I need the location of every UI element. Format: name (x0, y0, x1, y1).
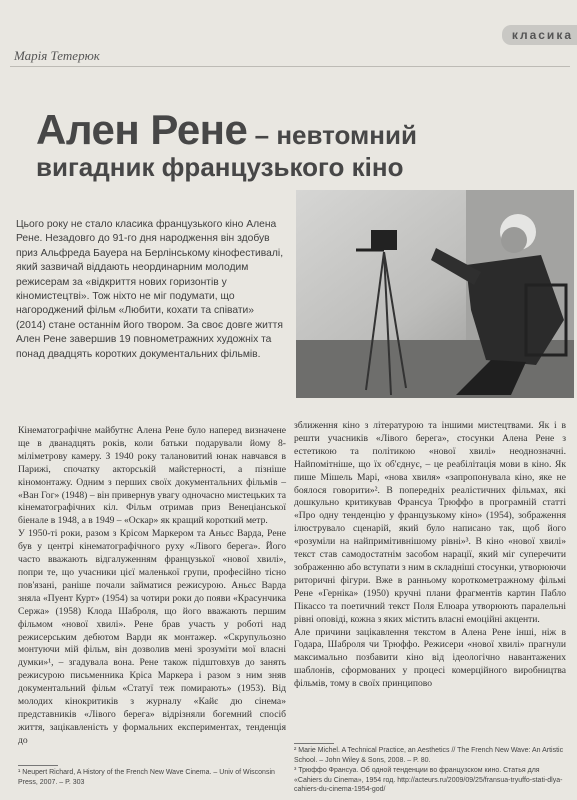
paragraph: Кінематографічне майбутнє Алена Рене було наперед визначене ще в дванадцять років, коли батьки подарували йому 8-міліметрову камеру. З 1940 року талановитий юнак навчався в Парижі, спочатку акторській майстерності, а пізніше кіномонтажу. Одним з перших своїх документальних фільмів – «Ван Гог» (1948) – він привернув увагу одночасно мистецьких та кінематографічних кіл. Фільм отримав приз Венеціанської біенале в 1948, а в 1949 – «Оскар» як кращий короткий метр. (18, 425, 286, 527)
paragraph: У 1950-ті роки, разом з Крісом Маркером та Аньєс Вардa, Рене був у центрі кінематографічного руху «Лівого берега». Його часто вважають відгалуженням французької «нової хвилі», попри те, що учасники цієї маленької групи, професійно тісно пов'язані, раніше почали займатися режисурою. Аньєс Варда зняла «Пуент Курт» (1954) за чотири роки до появи «Красунчика Сержа» (1958) Клода Шаброля, що його вважають першим фільмом «нової хвилі». Рене брав участь у роботі над режисерським дебютом Варди як монтажер. «Скрупульозно монтуючи мій фільм, він дозволив мені зрозуміти мої власні думки»¹, – згадувала вона. Рене також підштовхув до занять режисурою письменника Кріса Маркера і разом з ним зняв документальний фільм «Статуї теж помирають» (1953). Від молодих кінокритиків з журналу «Кайє дю сінема» представників «Лівого берега» відрізняли богемний спосіб життя, зацікавленість у формальних експериментах, тенденція до (18, 528, 286, 746)
article-title (36, 108, 556, 181)
footnote-divider (18, 765, 58, 766)
title-main: Ален Рене (36, 106, 248, 153)
title-subtitle: вигадник французького кіно (36, 152, 404, 183)
paragraph: зближення кіно з літературою та іншими мистецтвами. Як і в решти учасників «Лівого берега», стосунки Алена Рене з естетикою та політикою «нової хвилі» неоднозначні. Найпомітніше, що їх об'єднує, – це реабілітація мови в кіно. Як пише Мішель Марі, «нова хвиля» «запропонувала кіно, яке не боялося говорити»². В попередніх реалістичних фільмах, які дошкульно критикував Франсуа Трюффо в програмній статті «Про одну тенденцію у французькому кіно» (1954), зображення ілюструвало сценарій, який було написано так, щоб його «розуміли на найпримітивнішому рівні»³. В кіно «нової хвилі» текст став самодостатнім засобом нарації, який міг суперечити зображенню або вступати з ним в складніші стосунки, утворюючи риторичні фігури. Вже в ранньому короткометражному фільмі Рене «Герніка» (1950) кручні плани фрагментів картин Пабло Пікассо та поетичний текст Поля Елюара утворюють паралельні рівні оповіді, кожна з яких містить власні емоційні акценти. (294, 420, 566, 625)
footnote-1: ¹ Neupert Richard, A History of the French New Wave Cinema. – Univ of Wisconsin Press, 2007. – P. 303 (18, 769, 275, 786)
footnote-2: ² Marie Michel. A Technical Practice, an Aesthetics // The French New Wave: An Artistic School. – John Wiley & Sons, 2008. – P. 80. (294, 747, 564, 764)
author-divider (10, 66, 570, 67)
author-name: Марія Тетерюк (14, 48, 100, 63)
lead-paragraph: Цього року не стало класика французького кіно Алена Рене. Незадовго до 91-го дня народження він здобув приз Альфреда Бауера на Берлінському кінофестивалі, який зазвичай віддають неординарним молодим режисерам за «відкриття нових горизонтів у кіномистецтві». Тож ніхто не міг подумати, що нагороджений фільм «Любити, кохати та співати» (2014) стане останнім його твором. За своє довге життя Ален Рене завершив 19 повнометражних художніх та понад двадцять коротких документальних фільмів. (16, 219, 284, 360)
article-column-1 (18, 425, 286, 748)
footnote-divider (294, 743, 334, 744)
title-dash: – невтомний (247, 120, 417, 150)
footnote-3: ³ Трюффо Франсуа. Об одной тенденции во французском кино. Статья для «Cahiers du Cinema», 1954 год. http://acteurs.ru/2009/09/25/fransua-tryuffo-stati-dlya-cahiers-du-cinema-1954-god/ (294, 767, 563, 793)
section-tag: класика (502, 25, 577, 45)
article-column-2 (294, 420, 566, 691)
footnotes-column-2 (294, 746, 566, 796)
director-photo (296, 190, 574, 398)
paragraph: Але причини зацікавлення текстом в Алена Рене інші, ніж в Годара, Шаброля чи Трюффо. Режисери «нової хвилі» прагнули максимально позбавити кіно від ідеологічно навантажених шаблонів, сформованих у процесі комерційного виробництва фільмів, тому в своїх принципово (294, 626, 566, 690)
